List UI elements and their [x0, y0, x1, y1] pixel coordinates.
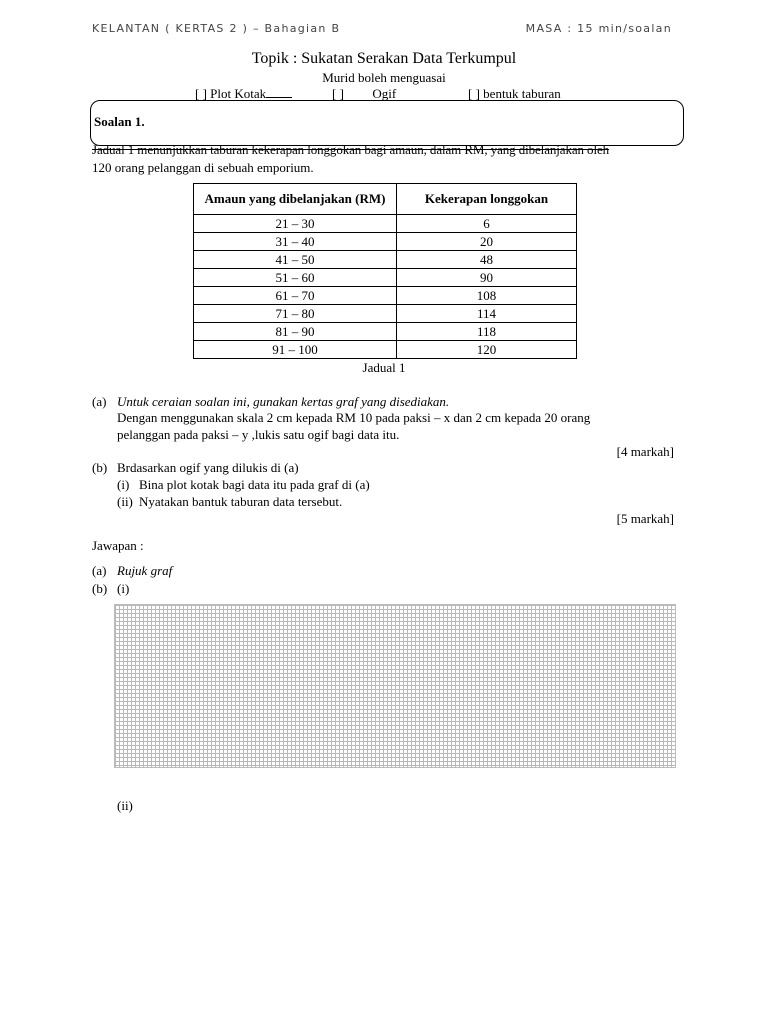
page-title: Topik : Sukatan Serakan Data Terkumpul [251, 50, 517, 67]
part-b-text: Brdasarkan ogif yang dilukis di (a) [117, 460, 299, 475]
answer-b-i-label: (i) [117, 581, 130, 596]
question-intro [92, 141, 676, 177]
part-a-label: (a) [92, 394, 107, 409]
part-a-marks: [4 markah] [616, 444, 674, 459]
part-b-marks: [5 markah] [616, 511, 674, 526]
part-a-line-1: Dengan menggunakan skala 2 cm kepada RM 10 pada paksi – x dan 2 cm kepada 20 orang [117, 410, 591, 425]
answer-a-text: Rujuk graf [117, 563, 173, 578]
checklist-label: Ogif [372, 86, 397, 101]
checklist-label: Plot Kotak [210, 86, 267, 101]
part-b-i-text: Bina plot kotak bagi data itu pada graf di (a) [139, 477, 370, 492]
cell-frequency: 6 [397, 215, 577, 233]
cell-class: 71 – 80 [194, 305, 397, 323]
table-row [194, 323, 577, 341]
checkbox-bracket: [ ] [332, 86, 344, 101]
cell-frequency: 118 [397, 323, 577, 341]
intro-line-1: Jadual 1 menunjukkan taburan kekerapan longgokan bagi amaun, dalam RM, yang dibelanjakan oleh [92, 142, 610, 157]
table-header-row [194, 184, 577, 215]
page-subtitle: Murid boleh menguasai [322, 70, 446, 85]
cell-frequency: 48 [397, 251, 577, 269]
cell-frequency: 120 [397, 341, 577, 359]
part-b-ii-text: Nyatakan bantuk taburan data tersebut. [139, 494, 343, 509]
cell-class: 21 – 30 [194, 215, 397, 233]
question-frame [90, 100, 684, 146]
cell-class: 61 – 70 [194, 287, 397, 305]
part-b-i-label: (i) [117, 477, 130, 492]
cell-frequency: 114 [397, 305, 577, 323]
part-b-ii-label: (ii) [117, 494, 133, 509]
frequency-table [193, 183, 577, 359]
header-amaun: Amaun yang dibelanjakan (RM) [194, 184, 397, 215]
header-left: KELANTAN ( KERTAS 2 ) – Bahagian B [92, 22, 341, 35]
table-caption: Jadual 1 [362, 360, 406, 375]
answer-a-label: (a) [92, 563, 107, 578]
checkbox-bracket: [ ] [195, 86, 207, 101]
answer-b-ii-label: (ii) [117, 798, 133, 813]
table-row [194, 305, 577, 323]
table-row [194, 215, 577, 233]
cell-frequency: 20 [397, 233, 577, 251]
cell-class: 81 – 90 [194, 323, 397, 341]
checkbox-bracket: [ ] [468, 86, 480, 101]
cell-class: 41 – 50 [194, 251, 397, 269]
cell-class: 91 – 100 [194, 341, 397, 359]
cell-class: 31 – 40 [194, 233, 397, 251]
part-b-label: (b) [92, 460, 108, 475]
part-a-line-2: pelanggan pada paksi – y ,lukis satu ogif bagi data itu. [117, 427, 400, 442]
table-row [194, 269, 577, 287]
checklist-label: bentuk taburan [483, 86, 561, 101]
graph-paper-area [114, 604, 676, 768]
header-kekerapan: Kekerapan longgokan [397, 184, 577, 215]
table-row [194, 251, 577, 269]
table-row [194, 287, 577, 305]
question-label: Soalan 1. [94, 114, 145, 129]
header-right: MASA : 15 min/soalan [525, 22, 672, 35]
cell-class: 51 – 60 [194, 269, 397, 287]
table-row [194, 233, 577, 251]
answer-b-label: (b) [92, 581, 108, 596]
table-row [194, 341, 577, 359]
intro-line-2: 120 orang pelanggan di sebuah emporium. [92, 160, 314, 175]
answer-heading: Jawapan : [92, 538, 144, 553]
part-a-note: Untuk ceraian soalan ini, gunakan kertas graf yang disediakan. [117, 394, 450, 409]
cell-frequency: 90 [397, 269, 577, 287]
cell-frequency: 108 [397, 287, 577, 305]
